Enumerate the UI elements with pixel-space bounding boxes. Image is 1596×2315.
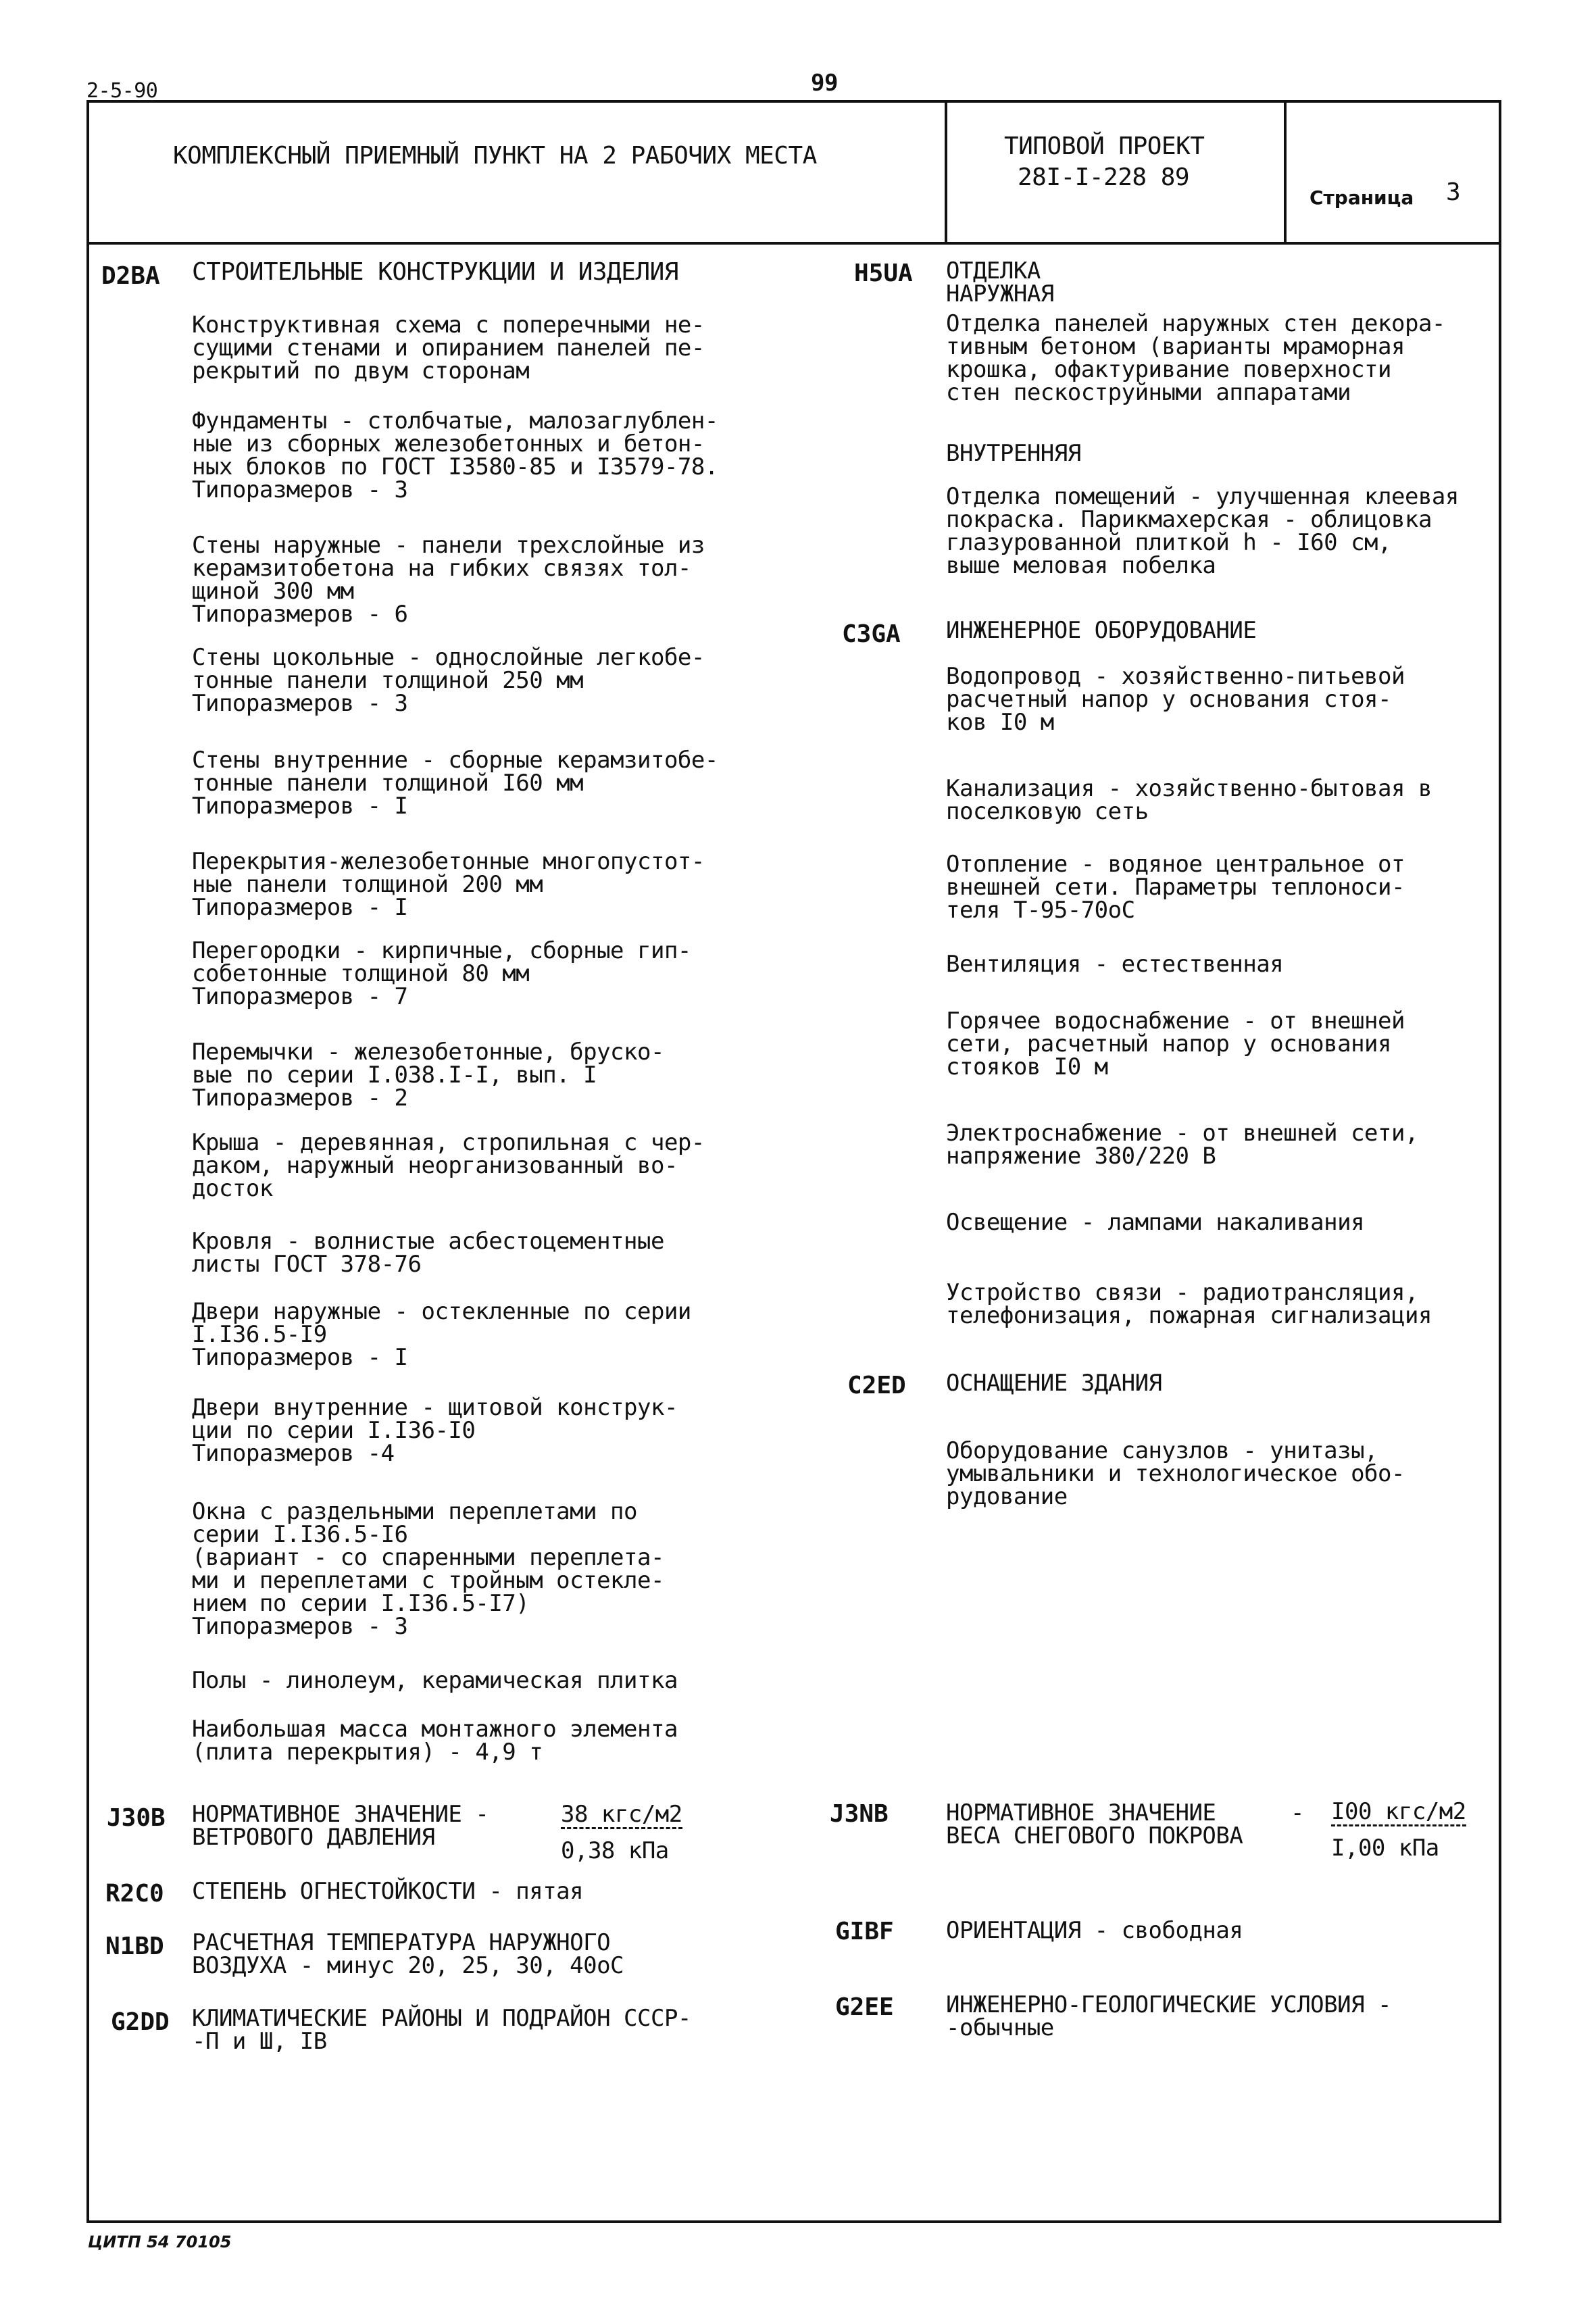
- date-mark: 2-5-90: [86, 79, 158, 103]
- list-item: Кровля - волнистые асбестоцементные листы ГОСТ 378-76: [192, 1228, 664, 1278]
- wind-value-kpa: 0,38 кПа: [561, 1837, 669, 1864]
- orientation-text: ОРИЕНТАЦИЯ - свободная: [946, 1917, 1243, 1944]
- list-item: Стены наружные - панели трехслойные из керамзитобетона на гибких связях тол- щиной 300 мм Типоразмеров - 6: [192, 532, 705, 628]
- geology-text: ИНЖЕНЕРНО-ГЕОЛОГИЧЕСКИЕ УСЛОВИЯ - -обычные: [946, 1991, 1392, 2041]
- fire-text: СТЕПЕНЬ ОГНЕСТОЙКОСТИ - пятая: [192, 1878, 584, 1905]
- list-item: Двери внутренние - щитовой конструк- ции по серии I.I36-I0 Типоразмеров -4: [192, 1394, 678, 1467]
- list-item: Устройство связи - радиотрансляция, телефонизация, пожарная сигнализация: [946, 1279, 1432, 1329]
- footer-stamp: ЦИТП 54 70105: [88, 2233, 232, 2251]
- snow-dash: -: [1291, 1799, 1304, 1826]
- list-item: Стены внутренние - сборные керамзитобе- тонные панели толщиной I60 мм Типоразмеров - I: [192, 747, 718, 820]
- temperature-code: N1BD: [105, 1933, 164, 1960]
- wind-value-kgs: 38 кгс/м2: [561, 1801, 682, 1828]
- page-label: Страница: [1310, 186, 1414, 209]
- finish-outer-text: Отделка панелей наружных стен декора- тивным бетоном (варианты мраморная крошка, офактуривание поверхности стен пескоструйными аппаратами: [946, 310, 1445, 406]
- page-value: 3: [1446, 178, 1461, 206]
- header-col-divider-2: [1284, 100, 1287, 243]
- list-item: Крыша - деревянная, стропильная с чер- даком, наружный неорганизованный во- досток: [192, 1129, 705, 1202]
- list-item: Горячее водоснабжение - от внешней сети, расчетный напор у основания стояков I0 м: [946, 1007, 1405, 1080]
- wind-label: НОРМАТИВНОЕ ЗНАЧЕНИЕ - ВЕТРОВОГО ДАВЛЕНИЯ: [192, 1801, 489, 1851]
- temperature-text: РАСЧЕТНАЯ ТЕМПЕРАТУРА НАРУЖНОГО ВОЗДУХА - минус 20, 25, 30, 40оС: [192, 1929, 624, 1979]
- list-item: Отопление - водяное центральное от внешней сети. Параметры теплоноси- теля Т-95-70оС: [946, 851, 1405, 924]
- snow-code: J3NB: [830, 1800, 889, 1828]
- finish-inner-text: Отделка помещений - улучшенная клеевая покраска. Парикмахерская - облицовка глазурованной плиткой h - I60 см, выше меловая побелка: [946, 483, 1459, 579]
- list-item: Стены цокольные - однослойные легкобе- тонные панели толщиной 250 мм Типоразмеров - 3: [192, 644, 705, 717]
- list-item: Канализация - хозяйственно-бытовая в поселковую сеть: [946, 775, 1432, 825]
- list-item: Двери наружные - остекленные по серии I.I36.5-I9 Типоразмеров - I: [192, 1298, 691, 1371]
- section-code-left: D2BA: [101, 262, 160, 290]
- list-item: Наибольшая масса монтажного элемента (плита перекрытия) - 4,9 т: [192, 1716, 678, 1766]
- document-title: КОМПЛЕКСНЫЙ ПРИЕМНЫЙ ПУНКТ НА 2 РАБОЧИХ МЕСТА: [173, 142, 817, 170]
- section-heading-equipment: ОСНАЩЕНИЕ ЗДАНИЯ: [946, 1370, 1162, 1397]
- section-code-finish: H5UA: [854, 259, 913, 287]
- list-item: Окна с раздельными переплетами по серии I.I36.5-I6 (вариант - со спаренными переплета- ми и переплетами с тройным остекле- нием по серии I.I36.5-I7) Типоразмеров - 3: [192, 1498, 664, 1640]
- fire-code: R2C0: [105, 1880, 164, 1908]
- header-col-divider-1: [945, 100, 947, 243]
- wind-code: J30B: [107, 1804, 166, 1832]
- snow-value-kgs: I00 кгс/м2: [1331, 1798, 1466, 1825]
- project-label: ТИПОВОЙ ПРОЕКТ: [1004, 132, 1205, 160]
- page-number: 99: [811, 70, 838, 97]
- list-item: Вентиляция - естественная: [946, 951, 1284, 978]
- list-item: Перегородки - кирпичные, сборные гип- собетонные толщиной 80 мм Типоразмеров - 7: [192, 937, 691, 1010]
- finish-inner-heading: ВНУТРЕННЯЯ: [946, 440, 1081, 467]
- climate-code: G2DD: [111, 2008, 170, 2036]
- equipment-text: Оборудование санузлов - унитазы, умывальники и технологическое обо- рудование: [946, 1437, 1405, 1510]
- list-item: Фундаменты - столбчатые, малозаглублен- ные из сборных железобетонных и бетон- ных блоков по ГОСТ I3580-85 и I3579-78. Типоразмеров - 3: [192, 407, 718, 503]
- section-heading-left: СТРОИТЕЛЬНЫЕ КОНСТРУКЦИИ И ИЗДЕЛИЯ: [192, 258, 678, 286]
- section-heading-finish: ОТДЕЛКА НАРУЖНАЯ: [946, 257, 1054, 307]
- list-item: Конструктивная схема с поперечными не- сущими стенами и опиранием панелей пе- рекрытий по двум сторонам: [192, 312, 705, 384]
- project-number: 28I-I-228 89: [1018, 164, 1190, 191]
- orientation-code: GIBF: [835, 1918, 894, 1945]
- climate-text: КЛИМАТИЧЕСКИЕ РАЙОНЫ И ПОДРАЙОН СССР- -П и Ш, IВ: [192, 2005, 691, 2055]
- list-item: Полы - линолеум, керамическая плитка: [192, 1667, 678, 1694]
- list-item: Перекрытия-железобетонные многопустот- ные панели толщиной 200 мм Типоразмеров - I: [192, 848, 705, 921]
- section-heading-engineering: ИНЖЕНЕРНОЕ ОБОРУДОВАНИЕ: [946, 617, 1257, 644]
- section-code-equipment: C2ED: [847, 1372, 906, 1399]
- snow-value-kpa: I,00 кПа: [1331, 1835, 1439, 1862]
- list-item: Водопровод - хозяйственно-питьевой расчетный напор у основания стоя- ков I0 м: [946, 663, 1405, 736]
- section-code-engineering: C3GA: [842, 620, 901, 648]
- snow-label: НОРМАТИВНОЕ ЗНАЧЕНИЕ ВЕСА СНЕГОВОГО ПОКРОВА: [946, 1799, 1243, 1849]
- list-item: Освещение - лампами накаливания: [946, 1209, 1365, 1236]
- header-divider: [86, 242, 1501, 245]
- list-item: Перемычки - железобетонные, бруско- вые по серии I.038.I-I, вып. I Типоразмеров - 2: [192, 1039, 664, 1112]
- list-item: Электроснабжение - от внешней сети, напряжение 380/220 В: [946, 1120, 1418, 1170]
- geology-code: G2EE: [835, 1993, 894, 2021]
